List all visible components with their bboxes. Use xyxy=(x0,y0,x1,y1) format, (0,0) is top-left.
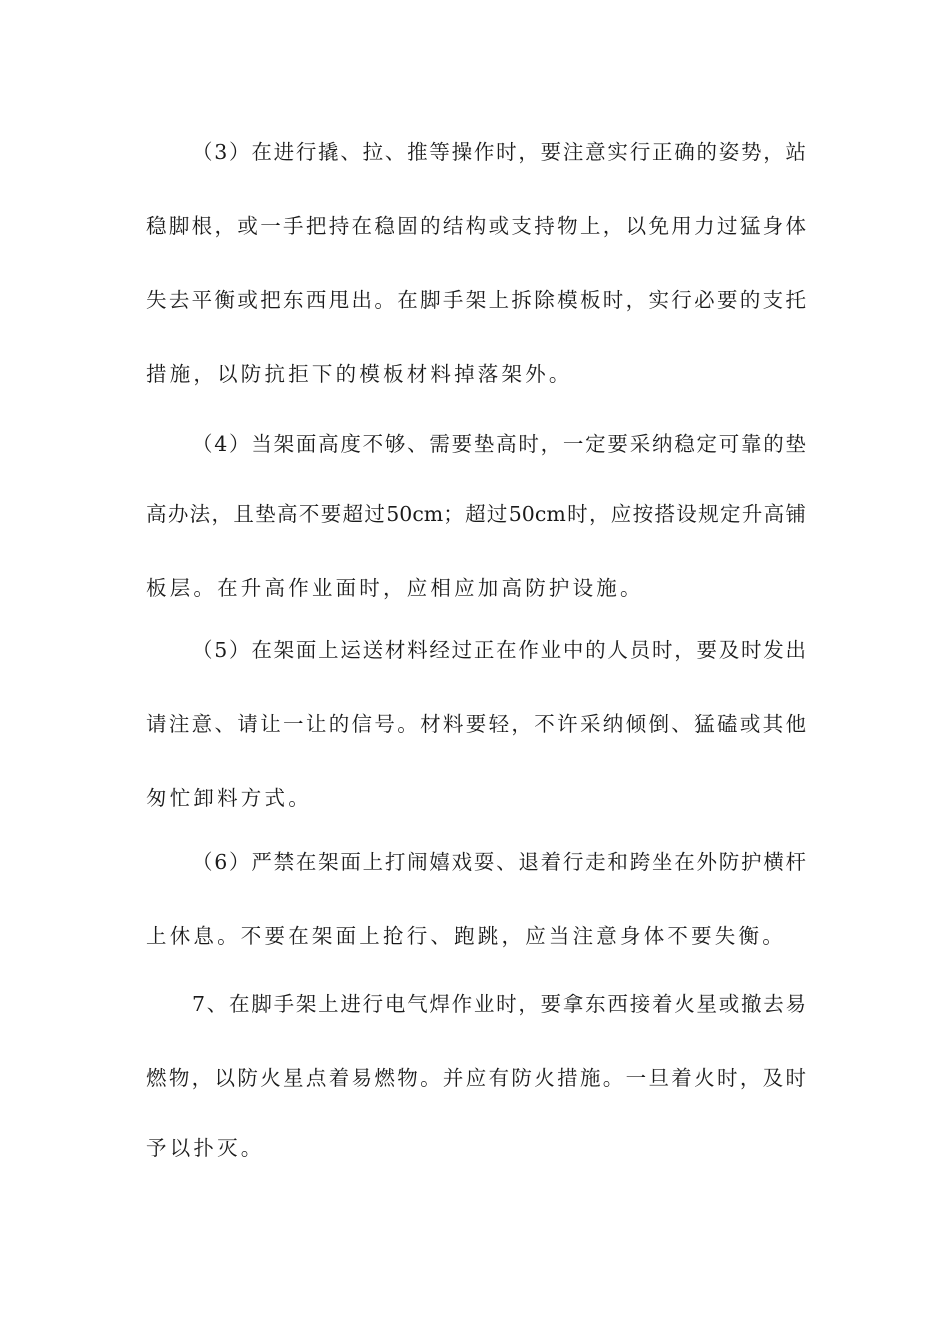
paragraph-6-line-1: （6）严禁在架面上打闹嬉戏耍、退着行走和跨坐在外防护横杆 xyxy=(192,850,806,874)
paragraph-7-line-3: 予以扑灭。 xyxy=(146,1136,265,1160)
paragraph-5-line-2: 请注意、请让一让的信号。材料要轻，不许采纳倾倒、猛磕或其他 xyxy=(146,712,806,736)
paragraph-7-line-2: 燃物，以防火星点着易燃物。并应有防火措施。一旦着火时，及时 xyxy=(146,1066,806,1090)
paragraph-4-line-3: 板层。在升高作业面时，应相应加高防护设施。 xyxy=(146,576,644,600)
paragraph-4-line-1: （4）当架面高度不够、需要垫高时，一定要采纳稳定可靠的垫 xyxy=(192,432,806,456)
paragraph-6-line-2: 上休息。不要在架面上抢行、跑跳，应当注意身体不要失衡。 xyxy=(146,924,786,948)
paragraph-5-line-1: （5）在架面上运送材料经过正在作业中的人员时，要及时发出 xyxy=(192,638,806,662)
paragraph-5-line-3: 匆忙卸料方式。 xyxy=(146,786,312,810)
paragraph-3-line-4: 措施，以防抗拒下的模板材料掉落架外。 xyxy=(146,362,573,386)
paragraph-7-line-1: 7、在脚手架上进行电气焊作业时，要拿东西接着火星或撤去易 xyxy=(192,992,806,1016)
paragraph-3-line-3: 失去平衡或把东西甩出。在脚手架上拆除模板时，实行必要的支托 xyxy=(146,288,806,312)
paragraph-4-line-2: 高办法，且垫高不要超过50cm；超过50cm时，应按搭设规定升高铺 xyxy=(146,502,806,526)
paragraph-3-line-2: 稳脚根，或一手把持在稳固的结构或支持物上，以免用力过猛身体 xyxy=(146,214,806,238)
paragraph-3-line-1: （3）在进行撬、拉、推等操作时，要注意实行正确的姿势，站 xyxy=(192,140,806,164)
